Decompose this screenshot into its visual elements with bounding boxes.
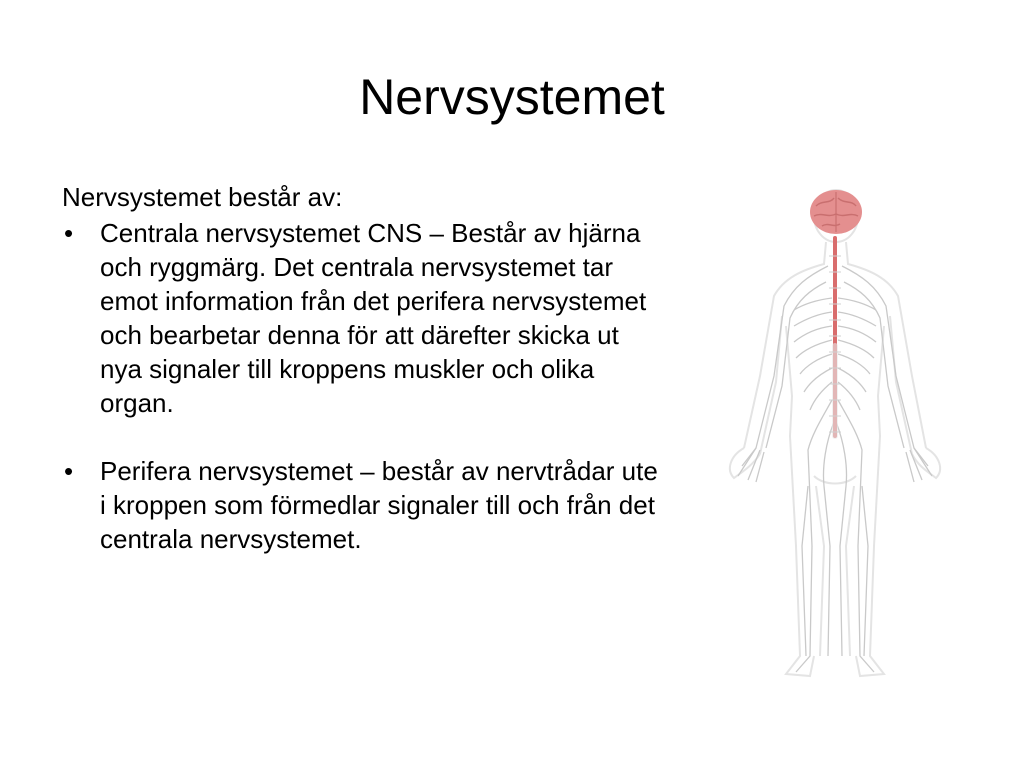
slide-content: [62, 180, 662, 590]
bullet-item-pns: [62, 454, 662, 556]
bullet-text-pns: Perifera nervsystemet – består av nervtrådar ute i kroppen som förmedlar signaler till och från det centrala nervsystemet.: [100, 456, 658, 554]
bullet-list: [62, 216, 662, 556]
bullet-icon: •: [64, 456, 74, 486]
bullet-icon: •: [64, 218, 74, 248]
brain: [810, 190, 862, 234]
slide-title: Nervsystemet: [359, 69, 665, 125]
bullet-text-cns: Centrala nervsystemet CNS – Består av hjärna och ryggmärg. Det centrala nervsystemet tar emot information från det perifera nervsystemet och bearbetar denna för att därefter skicka ut nya signaler till kroppens muskler och olika organ.: [100, 218, 647, 418]
nervous-system-figure-icon: [712, 186, 958, 686]
intro-text: Nervsystemet består av:: [62, 182, 343, 212]
nervous-system-illustration: [712, 186, 958, 686]
bullet-item-cns: [62, 216, 662, 420]
